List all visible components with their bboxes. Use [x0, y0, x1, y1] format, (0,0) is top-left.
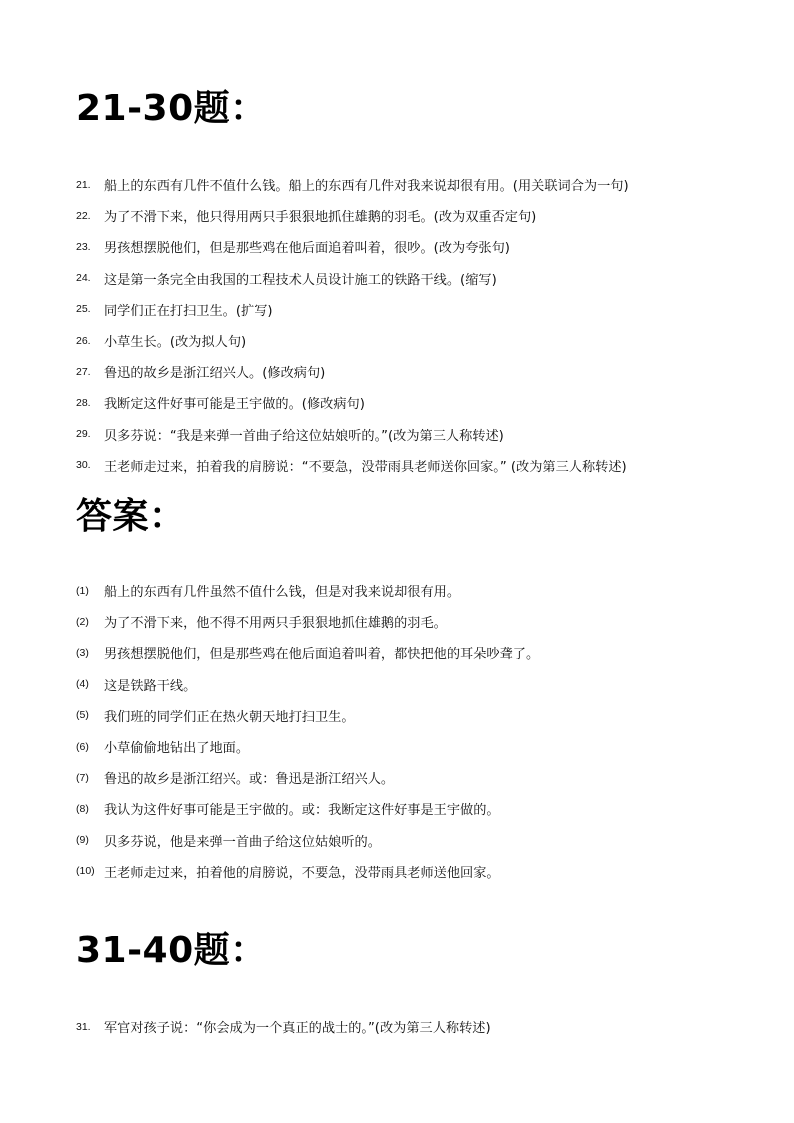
answer-item-1: [76, 575, 776, 606]
question-number: 23.: [76, 240, 91, 253]
question-number: 21.: [76, 178, 91, 191]
answer-item-7: [76, 762, 776, 793]
answer-number: (4): [76, 678, 89, 691]
section-heading-answers: 答案：: [76, 496, 186, 537]
question-text: 同学们正在打扫卫生。(扩写): [104, 303, 273, 319]
answer-item-2: [76, 606, 776, 637]
question-text: 船上的东西有几件不值什么钱。船上的东西有几件对我来说却很有用。(用关联词合为一句): [104, 179, 629, 195]
answer-number: (10): [76, 865, 95, 878]
question-text: 小草生长。(改为拟人句): [104, 335, 247, 351]
question-item-26: [76, 325, 776, 356]
section-heading-31-40: 31-40题：: [76, 930, 267, 971]
answer-text: 我们班的同学们正在热火朝天地打扫卫生。: [104, 709, 355, 725]
answer-number: (2): [76, 615, 89, 628]
question-item-31: [76, 1011, 776, 1042]
answer-text: 这是铁路干线。: [104, 678, 197, 694]
question-item-30: [76, 450, 776, 481]
answer-text: 我认为这件好事可能是王宇做的。或：我断定这件好事是王宇做的。: [104, 803, 500, 819]
answer-item-8: [76, 793, 776, 824]
question-number: 25.: [76, 303, 91, 316]
question-text: 男孩想摆脱他们，但是那些鸡在他后面追着叫着，很吵。(改为夸张句): [104, 241, 510, 257]
answer-number: (3): [76, 646, 89, 659]
question-item-27: [76, 356, 776, 387]
answer-item-10: [76, 856, 776, 887]
answer-number: (1): [76, 584, 89, 597]
question-text: 这是第一条完全由我国的工程技术人员设计施工的铁路干线。(缩写): [104, 272, 497, 288]
answer-number: (5): [76, 709, 89, 722]
question-item-29: [76, 419, 776, 450]
question-item-23: [76, 231, 776, 262]
question-number: 24.: [76, 272, 91, 285]
question-item-22: [76, 200, 776, 231]
answer-number: (6): [76, 740, 89, 753]
answer-item-3: [76, 637, 776, 668]
answer-number: (9): [76, 834, 89, 847]
question-number: 22.: [76, 209, 91, 222]
question-number: 30.: [76, 459, 91, 472]
question-number: 28.: [76, 396, 91, 409]
section-heading-21-30: 21-30题：: [76, 88, 267, 129]
question-text: 军官对孩子说：“你会成为一个真正的战士的。”(改为第三人称转述): [104, 1021, 491, 1037]
answer-text: 小草偷偷地钻出了地面。: [104, 741, 250, 757]
answer-text: 男孩想摆脱他们，但是那些鸡在他后面追着叫着，都快把他的耳朵吵聋了。: [104, 647, 540, 663]
question-number: 27.: [76, 365, 91, 378]
answer-text: 为了不滑下来，他不得不用两只手狠狠地抓住雄鹅的羽毛。: [104, 616, 447, 632]
question-text: 我断定这件好事可能是王宇做的。(修改病句): [104, 397, 365, 413]
answer-item-5: [76, 700, 776, 731]
question-item-21: [76, 169, 776, 200]
answer-text: 王老师走过来，拍着他的肩膀说，不要急，没带雨具老师送他回家。: [104, 865, 500, 881]
question-number: 26.: [76, 334, 91, 347]
answer-number: (7): [76, 771, 89, 784]
question-item-28: [76, 387, 776, 418]
question-number: 31.: [76, 1020, 91, 1033]
answer-text: 鲁迅的故乡是浙江绍兴。或：鲁迅是浙江绍兴人。: [104, 772, 395, 788]
question-list-31-40: [76, 1011, 776, 1042]
answer-item-4: [76, 669, 776, 700]
question-text: 鲁迅的故乡是浙江绍兴人。(修改病句): [104, 366, 326, 382]
answer-item-9: [76, 825, 776, 856]
question-text: 贝多芬说：“我是来弹一首曲子给这位姑娘听的。”(改为第三人称转述): [104, 428, 504, 444]
question-item-24: [76, 263, 776, 294]
answer-text: 贝多芬说，他是来弹一首曲子给这位姑娘听的。: [104, 834, 381, 850]
question-number: 29.: [76, 428, 91, 441]
question-list-21-30: [76, 169, 776, 481]
question-item-25: [76, 294, 776, 325]
answer-text: 船上的东西有几件虽然不值什么钱，但是对我来说却很有用。: [104, 585, 461, 601]
question-text: 为了不滑下来，他只得用两只手狠狠地抓住雄鹅的羽毛。(改为双重否定句): [104, 210, 537, 226]
answer-item-6: [76, 731, 776, 762]
answer-number: (8): [76, 802, 89, 815]
answer-list: [76, 575, 776, 887]
question-text: 王老师走过来，拍着我的肩膀说：“不要急，没带雨具老师送你回家。” (改为第三人称转述): [104, 459, 627, 475]
